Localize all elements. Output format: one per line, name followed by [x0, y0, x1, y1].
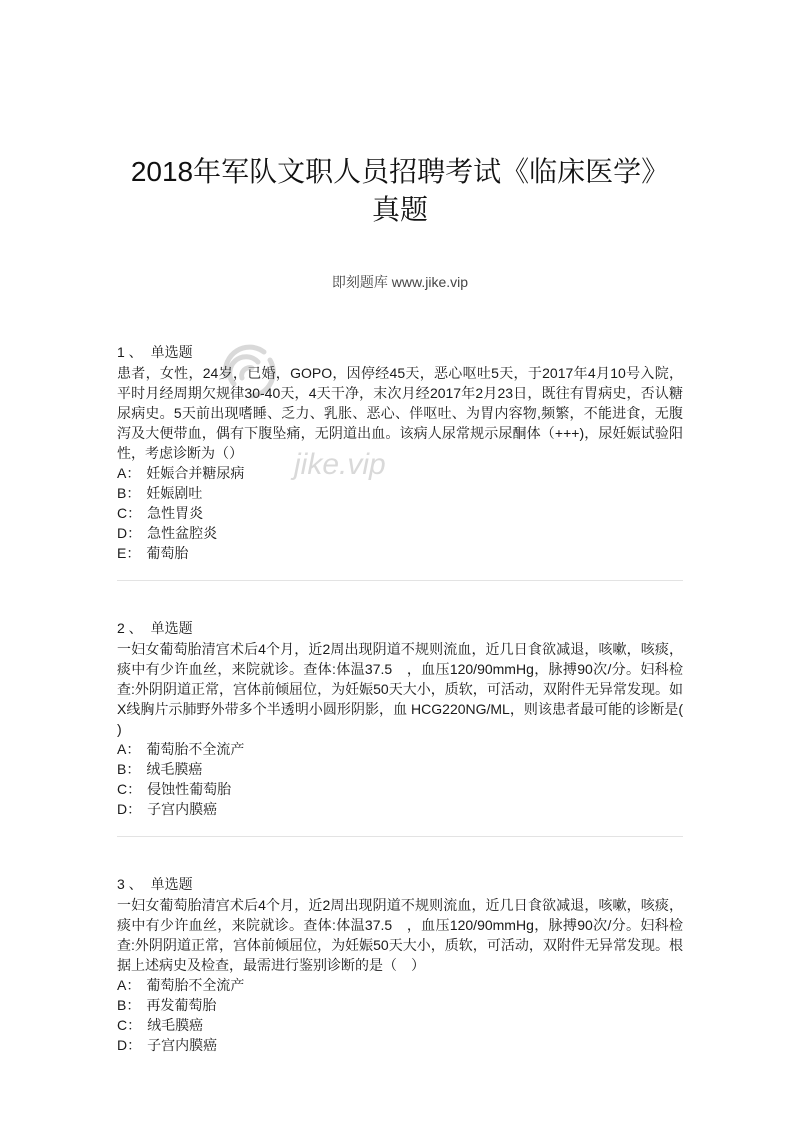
option-c [117, 779, 683, 799]
question-stem: 一妇女葡萄胎清宫术后4个月，近2周出现阴道不规则流血，近几日食欲减退，咳嗽，咳痰，痰中有少许血丝，来院就诊。查体:体温37.5 ，血压120/90mmHg，脉搏90次/分。妇科检查:外阴阴道正常，宫体前倾屈位，为妊娠50天大小，质软，可活动，双附件无异常发现。根据上述病史及检查，最需进行鉴别诊断的是（ ） [117, 897, 683, 973]
option-a [117, 739, 683, 759]
question-list [117, 342, 683, 1055]
option-key: A： [117, 977, 141, 993]
option-key: C： [117, 781, 142, 797]
option-d [117, 523, 683, 543]
option-key: D： [117, 801, 142, 817]
option-text: 葡萄胎不全流产 [146, 741, 245, 757]
option-key: D： [117, 1037, 142, 1053]
option-text: 绒毛膜癌 [146, 761, 203, 777]
question-1 [117, 342, 683, 563]
option-key: B： [117, 485, 141, 501]
option-text: 急性盆腔炎 [147, 525, 218, 541]
option-c [117, 1015, 683, 1035]
option-text: 葡萄胎不全流产 [146, 977, 245, 993]
option-c [117, 503, 683, 523]
option-b [117, 483, 683, 503]
option-a [117, 975, 683, 995]
option-text: 子宫内膜癌 [147, 1037, 218, 1053]
question-type: 单选题 [150, 344, 193, 360]
title-line-2: 真题 [371, 194, 428, 225]
question-stem: 一妇女葡萄胎清宫术后4个月，近2周出现阴道不规则流血，近几日食欲减退，咳嗽，咳痰，痰中有少许血丝，来院就诊。查体:体温37.5 ，血压120/90mmHg，脉搏90次/分。妇科检查:外阴阴道正常，宫体前倾屈位，为妊娠50天大小，质软，可活动，双附件无异常发现。如X线胸片示肺野外带多个半透明小圆形阴影，血 HCG220NG/ML，则该患者最可能的诊断是( ) [117, 641, 683, 737]
option-b [117, 759, 683, 779]
question-divider [117, 836, 683, 837]
question-heading [117, 874, 683, 894]
option-key: C： [117, 505, 142, 521]
option-text: 妊娠剧吐 [146, 485, 203, 501]
source-label: 即刻题库 www.jike.vip [331, 274, 469, 290]
option-text: 绒毛膜癌 [147, 1017, 204, 1033]
question-number: 1 、 [117, 344, 143, 360]
option-text: 急性胃炎 [147, 505, 204, 521]
watermark-text: jike.vip [294, 448, 386, 481]
option-text: 子宫内膜癌 [147, 801, 218, 817]
option-key: E： [117, 545, 141, 561]
option-key: B： [117, 997, 141, 1013]
option-text: 葡萄胎 [146, 545, 189, 561]
option-d [117, 799, 683, 819]
question-number: 2 、 [117, 620, 143, 636]
question-3 [117, 874, 683, 1055]
option-a [117, 463, 683, 483]
question-type: 单选题 [150, 620, 193, 636]
option-text: 妊娠合并糖尿病 [146, 465, 245, 481]
option-text: 侵蚀性葡萄胎 [147, 781, 232, 797]
question-2 [117, 618, 683, 819]
question-divider [117, 580, 683, 581]
option-key: D： [117, 525, 142, 541]
option-d [117, 1035, 683, 1055]
question-stem: 患者，女性，24岁，已婚，GOPO，因停经45天，恶心呕吐5天，于2017年4月10号入院，平时月经周期欠规律30-40天，4天干净，末次月经2017年2月23日，既往有胃病史，否认糖尿病史。5天前出现嗜睡、乏力、乳胀、恶心、伴呕吐、为胃内容物,频繁，不能进食，无腹泻及大便带血，偶有下腹坠痛，无阴道出血。该病人尿常规示尿酮体（+++)，尿妊娠试验阳性，考虑诊断为（） [117, 365, 683, 461]
option-key: B： [117, 761, 141, 777]
option-text: 再发葡萄胎 [146, 997, 217, 1013]
option-key: A： [117, 741, 141, 757]
page-title [60, 153, 740, 229]
question-heading [117, 618, 683, 638]
option-e [117, 543, 683, 563]
question-heading [117, 342, 683, 362]
option-key: A： [117, 465, 141, 481]
question-type: 单选题 [150, 876, 193, 892]
title-line-1: 2018年军队文职人员招聘考试《临床医学》 [130, 156, 670, 187]
question-number: 3 、 [117, 876, 143, 892]
option-b [117, 995, 683, 1015]
option-key: C： [117, 1017, 142, 1033]
